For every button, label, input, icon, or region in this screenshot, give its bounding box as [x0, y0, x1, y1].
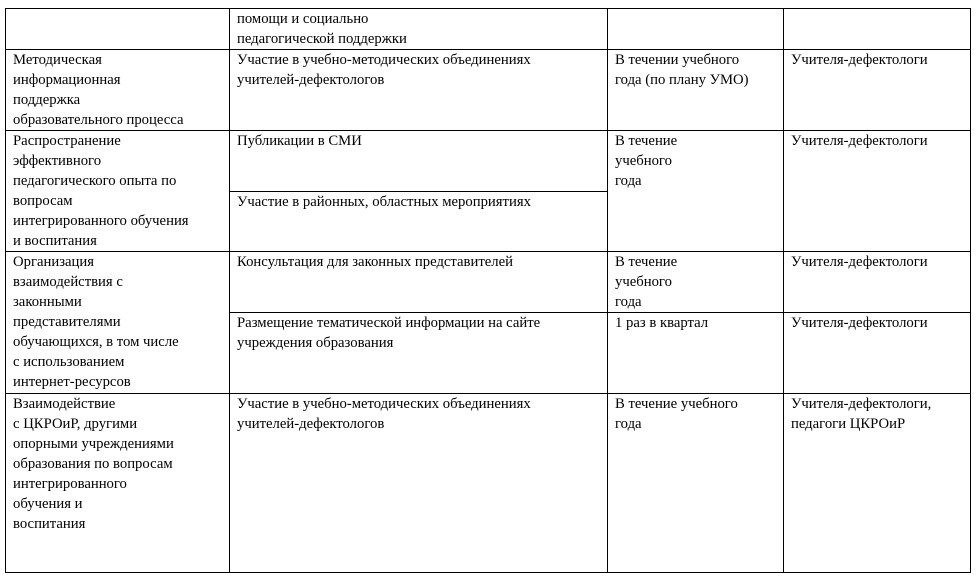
- responsible-cell: Учителя-дефектологи: [784, 50, 971, 131]
- table-row: [6, 394, 971, 573]
- activity-cell: Участие в учебно-методических объединениях учителей-дефектологов: [230, 50, 608, 131]
- responsible-cell: Учителя-дефектологи, педагоги ЦКРОиР: [784, 394, 971, 573]
- direction-cell: Взаимодействие с ЦКРОиР, другими опорными учреждениями образования по вопросам интегрированного обучения и воспитания: [6, 394, 230, 573]
- direction-cell: [6, 9, 230, 50]
- direction-cell: Распространение эффективного педагогического опыта по вопросам интегрированного обучения и воспитания: [6, 131, 230, 252]
- term-cell: 1 раз в квартал: [608, 313, 784, 394]
- table-row: [6, 9, 971, 50]
- direction-cell: Организация взаимодействия с законными представителями обучающихся, в том числе с использованием интернет-ресурсов: [6, 252, 230, 394]
- responsible-cell: Учителя-дефектологи: [784, 252, 971, 313]
- term-cell: [608, 9, 784, 50]
- term-cell: В течении учебного года (по плану УМО): [608, 50, 784, 131]
- table-row: [6, 252, 971, 313]
- activity-cell: Размещение тематической информации на сайте учреждения образования: [230, 313, 608, 394]
- activity-cell: Консультация для законных представителей: [230, 252, 608, 313]
- responsible-cell: [784, 9, 971, 50]
- activity-plan-table: [5, 8, 971, 573]
- activity-cell: Участие в учебно-методических объединениях учителей-дефектологов: [230, 394, 608, 573]
- activity-cell: Публикации в СМИ: [230, 131, 608, 192]
- activity-cell: Участие в районных, областных мероприятиях: [230, 192, 608, 252]
- direction-cell: Методическая информационная поддержка образовательного процесса: [6, 50, 230, 131]
- responsible-cell: Учителя-дефектологи: [784, 131, 971, 252]
- table-row: [6, 50, 971, 131]
- table-row: [6, 131, 971, 192]
- activity-cell: помощи и социально педагогической поддержки: [230, 9, 608, 50]
- responsible-cell: Учителя-дефектологи: [784, 313, 971, 394]
- term-cell: В течение учебного года: [608, 131, 784, 252]
- term-cell: В течение учебного года: [608, 252, 784, 313]
- term-cell: В течение учебного года: [608, 394, 784, 573]
